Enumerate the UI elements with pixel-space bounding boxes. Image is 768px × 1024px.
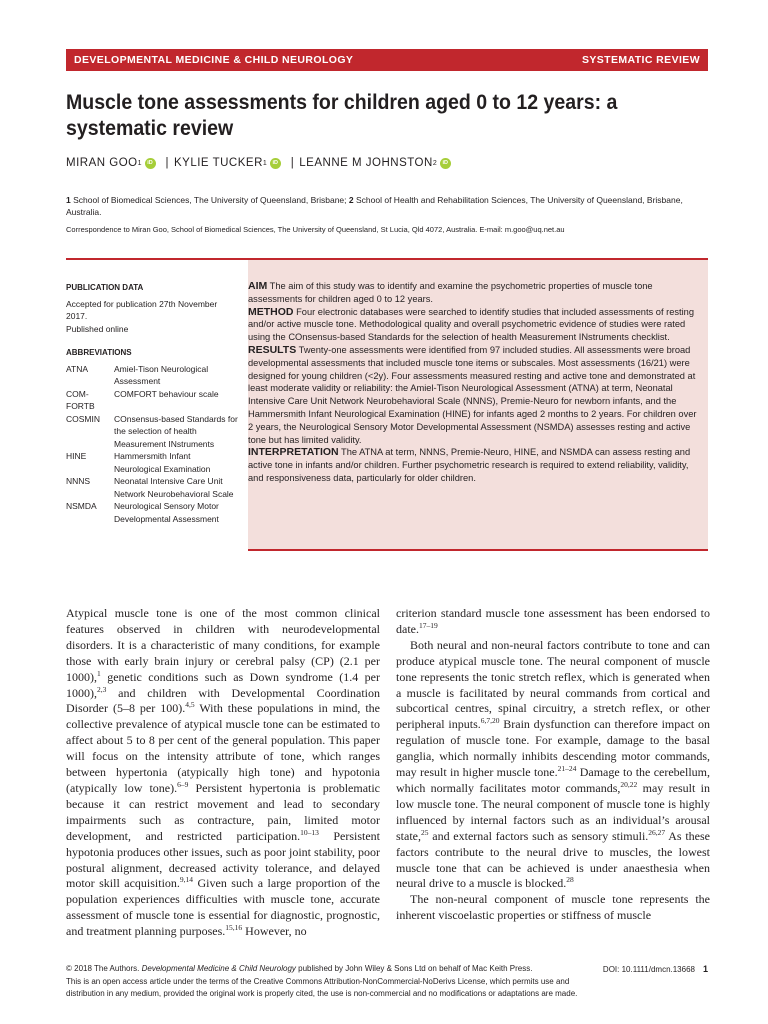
author-list xyxy=(66,157,456,169)
orcid-icon[interactable]: iD xyxy=(145,158,156,169)
body-text: Atypical muscle tone is one of the most common clinical features observed in children with neurodevelopmental disorders. It is a characteristic of many conditions, for example those with early brain injury or cerebral palsy (CP) (2.1 per 1000), xyxy=(66,606,380,684)
body-paragraph xyxy=(396,606,710,638)
abbreviation-row xyxy=(66,500,238,525)
abstract-text: The aim of this study was to identify and examine the psychometric properties of muscle tone assessments for children aged 0 to 12 years. xyxy=(248,281,653,304)
body-column-right xyxy=(396,606,710,924)
body-text: With these populations in mind, the collective prevalence of atypical muscle tone can be estimated to affect about 5 to 8 per cent of the general population. This paper will focus on the intensity attribute of tone, which ranges between hypertonia (atypically high tone) and hypotonia (atypically low tone). xyxy=(66,701,380,795)
body-text: Given such a large proportion of the population experiences difficulties with muscle tone, accurate assessment of muscle tone is essential for diagnostic, prognostic, and treatment planning purposes. xyxy=(66,876,380,939)
author-name: KYLIE TUCKER xyxy=(174,157,263,169)
citation-ref[interactable]: 6,7,20 xyxy=(480,716,500,726)
body-text: As these factors contribute to the neural drive to muscles, the lowest muscle tone that can be achieved is under anaesthesia when neural drive to a muscle is blocked. xyxy=(396,828,710,891)
abstract-text: Four electronic databases were searched to identify studies that included assessments of resting and/or active muscle tone. Methodological quality and overall psychometric evidence of studies were rated using the COnsensus-based Standards for the selection of health Measurement INstruments checklist. xyxy=(248,306,695,343)
doi-link[interactable]: DOI: 10.1111/dmcn.13668 xyxy=(602,965,695,974)
citation-ref[interactable]: 15,16 xyxy=(225,923,243,933)
abstract-box xyxy=(248,260,708,551)
publication-online: Published online xyxy=(66,323,129,334)
author-affiliation-mark: 1 xyxy=(262,159,267,167)
abbreviation-definition: COMFORT behaviour scale xyxy=(114,388,219,399)
abbreviation-row xyxy=(66,363,238,388)
page-number: 1 xyxy=(702,964,708,974)
body-text: Persistent hypertonia is problematic because it can restrict movement and lead to secondary impairments such as contracture, pain, limited motor development, and restricted participation. xyxy=(66,780,381,843)
body-text: genetic conditions such as Down syndrome (1.4 per 1000), xyxy=(66,669,380,700)
body-text: Both neural and non-neural factors contribute to tone and can produce atypical muscle tone. The neural component of muscle tone represents the tonic stretch reflex, which is generated when a muscle is facilitated by neural commands from cortical and subcortical centres, spinal circuitry, a stretch reflex, or other peripheral inputs. xyxy=(396,637,710,732)
body-paragraph xyxy=(396,892,710,924)
abbreviations-heading: ABBREVIATIONS xyxy=(66,348,132,357)
abbreviation-definition: Neonatal Intensive Care Unit Network Neurobehavioral Scale xyxy=(114,476,234,499)
abstract-label: RESULTS xyxy=(248,343,297,356)
affiliation-number: 1 xyxy=(66,195,71,205)
abstract-label: AIM xyxy=(248,280,268,292)
affiliation-text: School of Health and Rehabilitation Sciences, The University of Queensland, Brisbane, Australia. xyxy=(66,195,683,217)
citation-ref[interactable]: 21–24 xyxy=(557,764,577,774)
body-text: may result in low muscle tone. The neural component of muscle tone is highly influenced by internal factors such as an individual’s arousal state, xyxy=(396,780,710,843)
abbreviation-term: NSMDA xyxy=(66,501,97,511)
citation-ref[interactable]: 17–19 xyxy=(419,620,438,630)
body-paragraph xyxy=(396,638,710,893)
journal-title: Developmental Medicine & Child Neurology xyxy=(141,964,296,973)
abbreviation-term: ATNA xyxy=(66,363,89,374)
citation-ref[interactable]: 26,27 xyxy=(648,827,666,837)
citation-ref[interactable]: 10–13 xyxy=(300,827,319,837)
abbreviation-definition: Amiel-Tison Neurological Assessment xyxy=(114,363,209,386)
publication-data-heading: PUBLICATION DATA xyxy=(66,283,144,292)
abbreviation-row xyxy=(66,388,238,413)
page-footer xyxy=(66,963,708,1000)
abstract-aim xyxy=(248,280,702,306)
body-text: The non-neural component of muscle tone represents the inherent viscoelastic properties or stiffness of muscle xyxy=(396,892,710,923)
citation-ref[interactable]: 9,14 xyxy=(179,875,194,885)
journal-name: DEVELOPMENTAL MEDICINE & CHILD NEUROLOGY xyxy=(74,54,354,66)
abstract-label: INTERPRETATION xyxy=(248,446,339,459)
body-text: Persistent hypotonia produces other issues, such as poor joint stability, poor postural alignment, decreased activity tolerance, and delayed motor skill acquisition. xyxy=(66,828,381,891)
orcid-icon[interactable]: iD xyxy=(440,158,451,169)
orcid-icon[interactable]: iD xyxy=(270,158,281,169)
author-affiliation-mark: 1 xyxy=(137,159,142,167)
license-text: This is an open access article under the terms of the Creative Commons Attribution-NonCommercial-NoDerivs License, which permits use and xyxy=(66,977,570,986)
citation-ref[interactable]: 20,22 xyxy=(620,779,638,789)
abbreviation-row xyxy=(66,450,238,475)
citation-ref[interactable]: 4,5 xyxy=(185,700,195,710)
body-column-left xyxy=(66,606,380,940)
body-paragraph xyxy=(66,606,380,940)
abbreviation-row xyxy=(66,475,238,500)
citation-ref[interactable]: 6–9 xyxy=(177,779,189,789)
doi-block xyxy=(603,963,708,976)
affiliation-number: 2 xyxy=(348,195,354,205)
author-name: MIRAN GOO xyxy=(66,157,138,169)
correspondence: Correspondence to Miran Goo, School of Biomedical Sciences, The University of Queensland, St Lucia, Qld 4072, Australia. E-mail: m.goo@uq.net.au xyxy=(66,225,565,234)
publication-accepted: Accepted for publication 27th November 2017. xyxy=(66,298,218,321)
abbreviation-definition: COnsensus-based Standards for the selection of health Measurement INstruments xyxy=(114,413,238,449)
body-text: Brain dysfunction can therefore impact on regulation of muscle tone. For example, damage to the basal ganglia, which normally inhibits descending motor commands, may result in higher muscle tone. xyxy=(396,717,710,780)
journal-banner xyxy=(66,49,708,71)
abbreviation-definition: Neurological Sensory Motor Developmental Assessment xyxy=(114,501,219,524)
publication-data xyxy=(66,298,238,336)
copyright xyxy=(66,963,532,976)
body-text: However, no xyxy=(242,924,307,939)
sidebar xyxy=(66,282,238,525)
abstract-interpretation xyxy=(248,446,702,484)
abbreviations-list xyxy=(66,363,238,526)
copyright-text: © 2018 The Authors. xyxy=(66,964,140,973)
abbreviation-row xyxy=(66,413,238,451)
article-title: Muscle tone assessments for children aged 0 to 12 years: a systematic review xyxy=(66,91,618,140)
abbreviation-term: COM-FORTB xyxy=(66,388,95,411)
license-text: distribution in any medium, provided the original work is properly cited, the use is non-commercial and no modifications or adaptations are made. xyxy=(66,989,578,998)
body-text: Damage to the cerebellum, which normally facilitates motor commands, xyxy=(396,765,710,795)
copyright-text: published by John Wiley & Sons Ltd on behalf of Mac Keith Press. xyxy=(295,964,533,973)
abbreviation-term: COSMIN xyxy=(66,413,100,424)
affiliations xyxy=(66,194,706,218)
citation-ref[interactable]: 2,3 xyxy=(97,684,107,694)
citation-ref[interactable]: 25 xyxy=(421,827,429,837)
author-name: LEANNE M JOHNSTON xyxy=(299,157,433,169)
abstract-label: METHOD xyxy=(248,305,294,318)
author-separator: | xyxy=(165,157,169,169)
abstract-results xyxy=(248,344,702,446)
body-text: and external factors such as sensory stimuli. xyxy=(428,828,649,843)
footer-copyright-row xyxy=(66,963,708,976)
author-affiliation-mark: 2 xyxy=(432,159,437,167)
author-separator: | xyxy=(290,157,295,169)
abstract-text: The ATNA at term, NNNS, Premie-Neuro, HINE, and NSMDA can assess resting and active tone in infants and/or children. Further psychometric research is required to extend reliability, validity, and responsiveness data, particularly for older children. xyxy=(248,447,691,483)
body-text: criterion standard muscle tone assessment has been endorsed to date. xyxy=(396,606,710,636)
abstract-text: Twenty-one assessments were identified from 97 included studies. All assessments were broad developmental assessments that included muscle tone items or subscales. Most assessments (16/21) were designed for young children (<2y). Four assessments measured resting and active tone and demonstrated at least moderate validity or reliability: the Amiel-Tison Neurological Assessment (ATNA) at term, Neonatal Intensive Care Unit Network Neurobehavioral Scale (NNNS), Premie-Neuro for newborn infants, and the Hammersmith Infant Neurological Examination (HINE) for infants aged 2 months to 2 years. For children over 2 years, the Neurological Sensory Motor Developmental Assessment (NSMDA) assesses resting and active tone but has limited validity. xyxy=(248,344,697,445)
article-type: SYSTEMATIC REVIEW xyxy=(581,54,700,66)
abbreviation-term: HINE xyxy=(66,451,87,461)
citation-ref[interactable]: 28 xyxy=(566,875,574,885)
abbreviation-term: NNNS xyxy=(66,476,91,486)
abstract-method xyxy=(248,306,702,344)
body-text: and children with Developmental Coordination Disorder (5–8 per 100). xyxy=(66,685,380,716)
abbreviation-definition: Hammersmith Infant Neurological Examination xyxy=(114,451,211,474)
affiliation-text: School of Biomedical Sciences, The University of Queensland, Brisbane; xyxy=(73,195,347,205)
citation-ref[interactable]: 1 xyxy=(97,668,101,678)
